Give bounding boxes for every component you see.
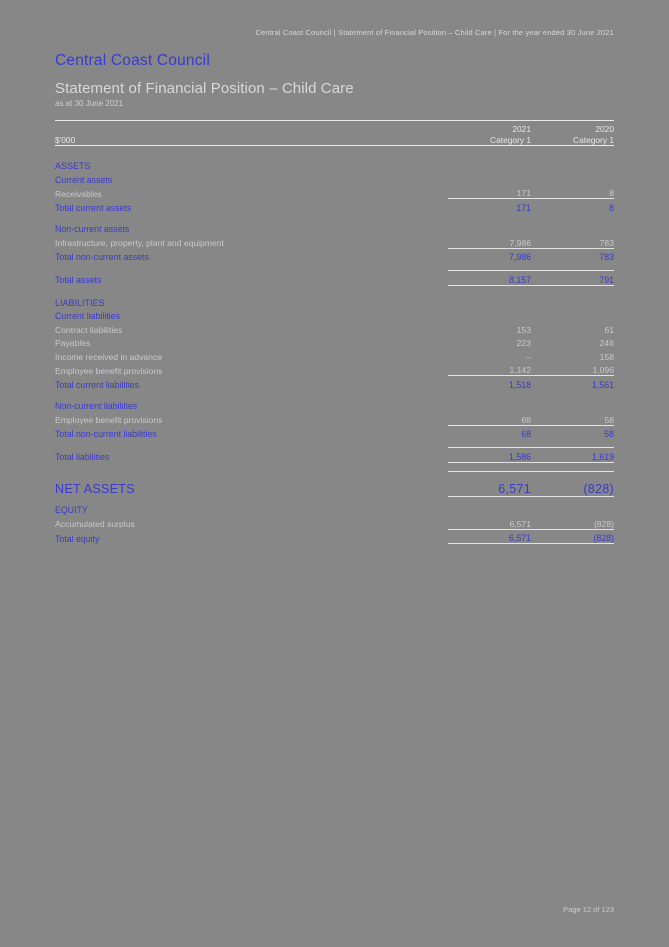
column-header-category-2020: Category 1 xyxy=(573,135,614,145)
table-row-total-current-liabilities xyxy=(55,376,614,390)
payables-value-2021: 223 xyxy=(516,338,531,348)
table-row-net-assets xyxy=(55,471,614,496)
total-current-assets-value-2020: 8 xyxy=(531,199,614,213)
table-row-receivables xyxy=(55,185,614,199)
column-header-category-2021: Category 1 xyxy=(490,135,531,145)
non-current-assets-heading-2020 xyxy=(531,221,614,235)
spacer-before-total-assets xyxy=(55,262,614,271)
table-row-accumulated-surplus xyxy=(55,515,614,529)
total-equity-value-2020: (828) xyxy=(531,529,614,544)
income-in-advance-label: Income received in advance xyxy=(55,351,163,362)
employee-provisions-noncurrent-value-2020: 58 xyxy=(604,414,614,425)
accumulated-surplus-label: Accumulated surplus xyxy=(55,519,135,529)
page-footer: Page 12 of 123 xyxy=(563,905,614,914)
total-equity-label: Total equity xyxy=(55,533,100,544)
page-subtitle: as at 30 June 2021 xyxy=(55,99,124,108)
total-current-liabilities-value-2020: 1,561 xyxy=(531,376,614,390)
total-non-current-liabilities-value-2020: 58 xyxy=(531,425,614,439)
non-current-liabilities-heading-2020 xyxy=(531,398,614,412)
spacer-cell-6 xyxy=(55,439,614,448)
ippe-label: Infrastructure, property, plant and equipment xyxy=(55,238,224,248)
table-row-total-equity xyxy=(55,529,614,544)
assets-heading-2021 xyxy=(448,157,531,171)
total-liabilities-label: Total liabilities xyxy=(55,452,110,462)
payables-value-2020: 246 xyxy=(599,338,614,348)
current-liabilities-heading-2021 xyxy=(448,308,531,322)
total-current-assets-label: Total current assets xyxy=(55,202,132,213)
employee-provisions-noncurrent-value-2021: 68 xyxy=(521,414,531,425)
table-row-payables xyxy=(55,335,614,349)
current-liabilities-heading: Current liabilities xyxy=(55,311,121,321)
financial-position-table xyxy=(55,120,614,544)
spacer-cell xyxy=(55,149,614,157)
current-assets-heading-2020 xyxy=(531,171,614,185)
income-in-advance-value-2020: 158 xyxy=(599,351,614,362)
table-header-year-row xyxy=(55,123,614,134)
total-assets-value-2020: 791 xyxy=(531,271,614,286)
ippe-value-2021: 7,986 xyxy=(509,237,531,248)
current-liabilities-heading-2020 xyxy=(531,308,614,322)
spacer-cell-3 xyxy=(55,262,614,271)
receivables-value-2020: 8 xyxy=(609,188,614,198)
spacer-before-noncurrent-assets xyxy=(55,213,614,221)
subheading-non-current-assets xyxy=(55,221,614,235)
spacer-cell-5 xyxy=(55,390,614,398)
table-row-total-assets xyxy=(55,271,614,286)
table-row-ippe xyxy=(55,234,614,248)
section-heading-assets xyxy=(55,157,614,171)
non-current-liabilities-heading-2021 xyxy=(448,398,531,412)
liabilities-heading-2021 xyxy=(448,294,531,308)
non-current-assets-heading: Non-current assets xyxy=(55,224,130,234)
subheading-non-current-liabilities xyxy=(55,398,614,412)
total-current-liabilities-value-2021: 1,518 xyxy=(448,376,531,390)
total-liabilities-value-2020: 1,619 xyxy=(531,448,614,463)
page-title: Statement of Financial Position – Child Care xyxy=(55,80,354,97)
total-current-liabilities-label: Total current liabilities xyxy=(55,379,140,390)
liabilities-heading: LIABILITIES xyxy=(55,297,105,308)
liabilities-heading-2020 xyxy=(531,294,614,308)
column-header-year-2020: 2020 xyxy=(595,124,614,134)
equity-heading: EQUITY xyxy=(55,505,88,515)
assets-heading-2020 xyxy=(531,157,614,171)
table-row-total-non-current-assets xyxy=(55,248,614,262)
net-assets-value-2021: 6,571 xyxy=(448,471,531,496)
organisation-name: Central Coast Council xyxy=(55,52,210,69)
total-non-current-assets-value-2021: 7,986 xyxy=(448,248,531,262)
section-heading-liabilities xyxy=(55,294,614,308)
spacer-cell-7 xyxy=(55,462,614,471)
employee-provisions-noncurrent-label: Employee benefit provisions xyxy=(55,415,163,425)
income-in-advance-value-2021: – xyxy=(526,351,531,362)
equity-heading-2021 xyxy=(448,502,531,516)
table-row-employee-provisions-noncurrent xyxy=(55,411,614,425)
subheading-current-assets xyxy=(55,171,614,185)
receivables-value-2021: 171 xyxy=(516,188,531,198)
table-row-total-liabilities xyxy=(55,448,614,463)
table-header-category-row xyxy=(55,134,614,146)
assets-heading: ASSETS xyxy=(55,161,91,171)
table-row-total-current-assets xyxy=(55,199,614,213)
total-equity-value-2021: 6,571 xyxy=(448,529,531,544)
total-liabilities-value-2021: 1,586 xyxy=(448,448,531,463)
non-current-liabilities-heading: Non-current liabilities xyxy=(55,401,138,411)
total-non-current-liabilities-label: Total non-current liabilities xyxy=(55,429,157,439)
spacer-cell-4 xyxy=(55,285,614,294)
units-header: $'000 xyxy=(55,135,76,145)
contract-liabilities-label: Contract liabilities xyxy=(55,324,123,335)
header-blank xyxy=(55,123,448,134)
contract-liabilities-value-2020: 61 xyxy=(604,324,614,335)
table-row-income-received-in-advance xyxy=(55,348,614,362)
total-non-current-liabilities-value-2021: 68 xyxy=(448,425,531,439)
employee-provisions-current-value-2021: 1,142 xyxy=(509,365,531,375)
accumulated-surplus-value-2021: 6,571 xyxy=(509,518,531,529)
contract-liabilities-value-2021: 153 xyxy=(516,324,531,335)
total-assets-value-2021: 8,157 xyxy=(448,271,531,286)
accumulated-surplus-value-2020: (828) xyxy=(593,518,614,529)
spacer-before-liabilities xyxy=(55,285,614,294)
net-assets-value-2020: (828) xyxy=(531,471,614,496)
section-heading-equity xyxy=(55,502,614,516)
ippe-value-2020: 783 xyxy=(599,237,614,248)
total-current-assets-value-2021: 171 xyxy=(448,199,531,213)
receivables-label: Receivables xyxy=(55,188,102,199)
payables-label: Payables xyxy=(55,338,91,348)
spacer-before-total-liabilities xyxy=(55,439,614,448)
non-current-assets-heading-2021 xyxy=(448,221,531,235)
employee-provisions-current-label: Employee benefit provisions xyxy=(55,365,163,376)
spacer-before-net-assets xyxy=(55,462,614,471)
equity-heading-2020 xyxy=(531,502,614,516)
subheading-current-liabilities xyxy=(55,308,614,322)
employee-provisions-current-value-2020: 1,096 xyxy=(592,365,614,375)
current-assets-heading-2021 xyxy=(448,171,531,185)
net-assets-label: NET ASSETS xyxy=(55,482,135,496)
total-assets-label: Total assets xyxy=(55,275,102,285)
table-row-employee-provisions-current xyxy=(55,362,614,376)
total-non-current-assets-label: Total non-current assets xyxy=(55,252,149,262)
current-assets-heading: Current assets xyxy=(55,174,113,185)
spacer-after-header xyxy=(55,149,614,157)
spacer-cell-2 xyxy=(55,213,614,221)
running-header: Central Coast Council | Statement of Financial Position – Child Care | For the year ended 30 June 2021 xyxy=(255,28,614,37)
table-row-contract-liabilities xyxy=(55,321,614,335)
column-header-year-2021: 2021 xyxy=(512,124,531,134)
spacer-before-noncurrent-liabilities xyxy=(55,390,614,398)
total-non-current-assets-value-2020: 783 xyxy=(531,248,614,262)
table-row-total-non-current-liabilities xyxy=(55,425,614,439)
